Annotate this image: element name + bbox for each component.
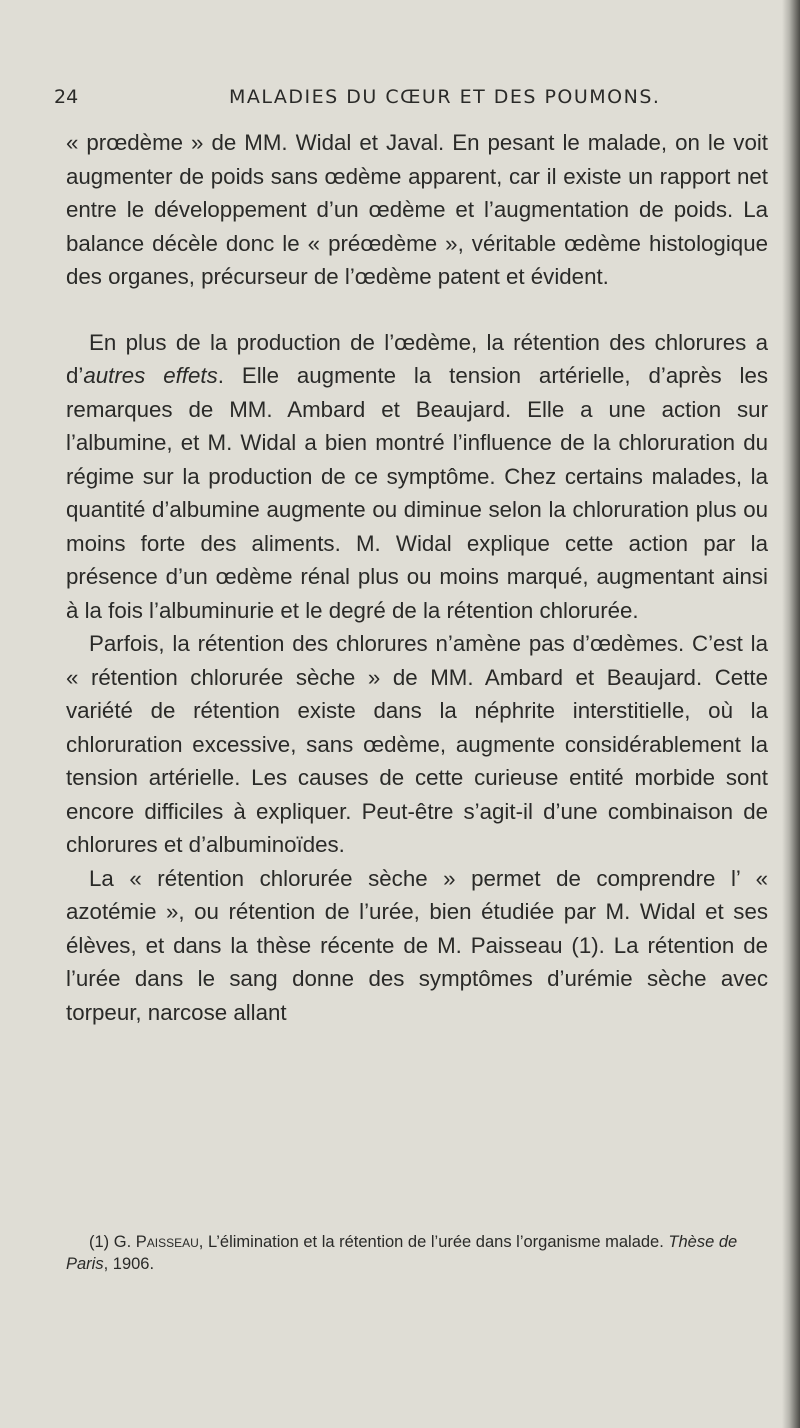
page-number: 24	[54, 86, 79, 108]
paragraph-2	[66, 326, 768, 628]
emphasis-autres-effets: autres effets	[83, 363, 218, 388]
page-binding-shadow	[782, 0, 800, 1428]
body-text	[66, 126, 768, 1029]
paragraph-1: « prœdème » de MM. Widal et Javal. En pesant le malade, on le voit augmenter de poids sans œdème apparent, car il existe un rapport net entre le développement d’un œdème et l’augmentation de poids. La balance décèle donc le « préœdème », véritable œdème histologique des organes, précurseur de l’œdème patent et évident.	[66, 130, 768, 289]
footnote-body: , L’élimination et la rétention de l’urée dans l’organisme malade.	[198, 1233, 669, 1251]
running-head: MALADIES DU CŒUR ET DES POUMONS.	[229, 86, 661, 108]
footnote-marker: (1) G.	[89, 1233, 136, 1251]
paragraph-4: La « rétention chlorurée sèche » permet de comprendre l’ « azotémie », ou rétention de l’urée, bien étudiée par M. Widal et ses élèves, et dans la thèse récente de M. Paisseau (1). La rétention de l’urée dans le sang donne des symptômes d’urémie sèche avec torpeur, narcose allant	[66, 865, 768, 1025]
footnote	[66, 1231, 768, 1275]
footnote-end: , 1906.	[103, 1255, 155, 1273]
footnote-author: Paisseau	[135, 1233, 199, 1251]
footnote-title: Thèse de Paris	[66, 1233, 738, 1273]
paragraph-3: Parfois, la rétention des chlorures n’amène pas d’œdèmes. C’est la « rétention chlorurée sèche » de MM. Ambard et Beaujard. Cette variété de rétention existe dans la néphrite interstitielle, où la chloruration excessive, sans œdème, augmente considérablement la tension artérielle. Les causes de cette curieuse entité morbide sont encore difficiles à expliquer. Peut-être s’agit-il d’une combinaison de chlorures et d’albuminoïdes.	[66, 631, 768, 857]
paragraph-2-start: En plus de la production de l’œdème, la rétention des chlorures a d’	[66, 329, 768, 388]
footnote-text	[66, 1231, 768, 1275]
page-header	[54, 86, 774, 116]
paragraph-2-rest: . Elle augmente la tension artérielle, d’après les remarques de MM. Ambard et Beaujard. Elle a une action sur l’albumine, et M. Widal a bien montré l’influence de la chloruration du régime sur la production de ce symptôme. Chez certains malades, la quantité d’albumine augmente ou diminue selon la chloruration plus ou moins forte des aliments. M. Widal explique cette action par la présence d’un œdème rénal plus ou moins marqué, augmentant ainsi à la fois l’albuminurie et le degré de la rétention chlorurée.	[66, 363, 769, 623]
